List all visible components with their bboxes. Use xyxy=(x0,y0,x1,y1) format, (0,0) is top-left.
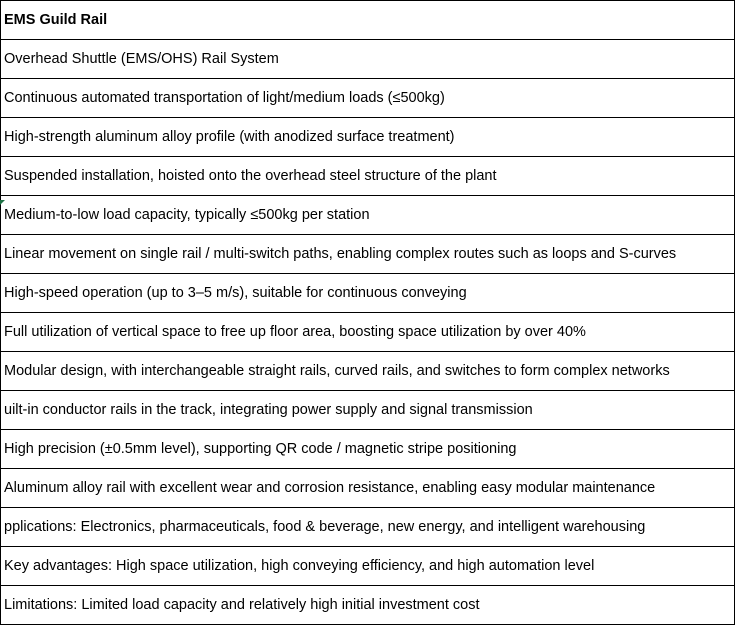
table-row xyxy=(1,352,735,391)
table-cell[interactable]: Modular design, with interchangeable straight rails, curved rails, and switches to form complex networks xyxy=(1,352,735,391)
table-row xyxy=(1,235,735,274)
table-title-cell[interactable]: EMS Guild Rail xyxy=(1,1,735,40)
cell-comment-marker xyxy=(0,200,5,205)
table-row xyxy=(1,196,735,235)
table-cell[interactable]: pplications: Electronics, pharmaceuticals, food & beverage, new energy, and intelligent warehousing xyxy=(1,508,735,547)
table-cell[interactable]: Overhead Shuttle (EMS/OHS) Rail System xyxy=(1,40,735,79)
table-row xyxy=(1,469,735,508)
table-row xyxy=(1,430,735,469)
table-row xyxy=(1,391,735,430)
table-cell[interactable]: Aluminum alloy rail with excellent wear and corrosion resistance, enabling easy modular maintenance xyxy=(1,469,735,508)
table-cell[interactable]: High precision (±0.5mm level), supporting QR code / magnetic stripe positioning xyxy=(1,430,735,469)
table-row xyxy=(1,118,735,157)
table-cell[interactable]: High-speed operation (up to 3–5 m/s), suitable for continuous conveying xyxy=(1,274,735,313)
table-cell[interactable]: Limitations: Limited load capacity and relatively high initial investment cost xyxy=(1,586,735,625)
table-cell[interactable]: Medium-to-low load capacity, typically ≤500kg per station xyxy=(1,196,735,235)
table-cell[interactable]: Full utilization of vertical space to free up floor area, boosting space utilization by over 40% xyxy=(1,313,735,352)
table-cell[interactable]: Suspended installation, hoisted onto the overhead steel structure of the plant xyxy=(1,157,735,196)
table-header-row xyxy=(1,1,735,40)
table-row xyxy=(1,508,735,547)
table-row xyxy=(1,79,735,118)
table-cell[interactable]: High-strength aluminum alloy profile (with anodized surface treatment) xyxy=(1,118,735,157)
table-cell[interactable]: Continuous automated transportation of light/medium loads (≤500kg) xyxy=(1,79,735,118)
table-row xyxy=(1,157,735,196)
table-row xyxy=(1,274,735,313)
table-row xyxy=(1,586,735,625)
table-cell[interactable]: Key advantages: High space utilization, high conveying efficiency, and high automation level xyxy=(1,547,735,586)
table-row xyxy=(1,313,735,352)
table-row xyxy=(1,547,735,586)
table-cell[interactable]: uilt-in conductor rails in the track, integrating power supply and signal transmission xyxy=(1,391,735,430)
table-cell[interactable]: Linear movement on single rail / multi-switch paths, enabling complex routes such as loops and S-curves xyxy=(1,235,735,274)
table-row xyxy=(1,40,735,79)
